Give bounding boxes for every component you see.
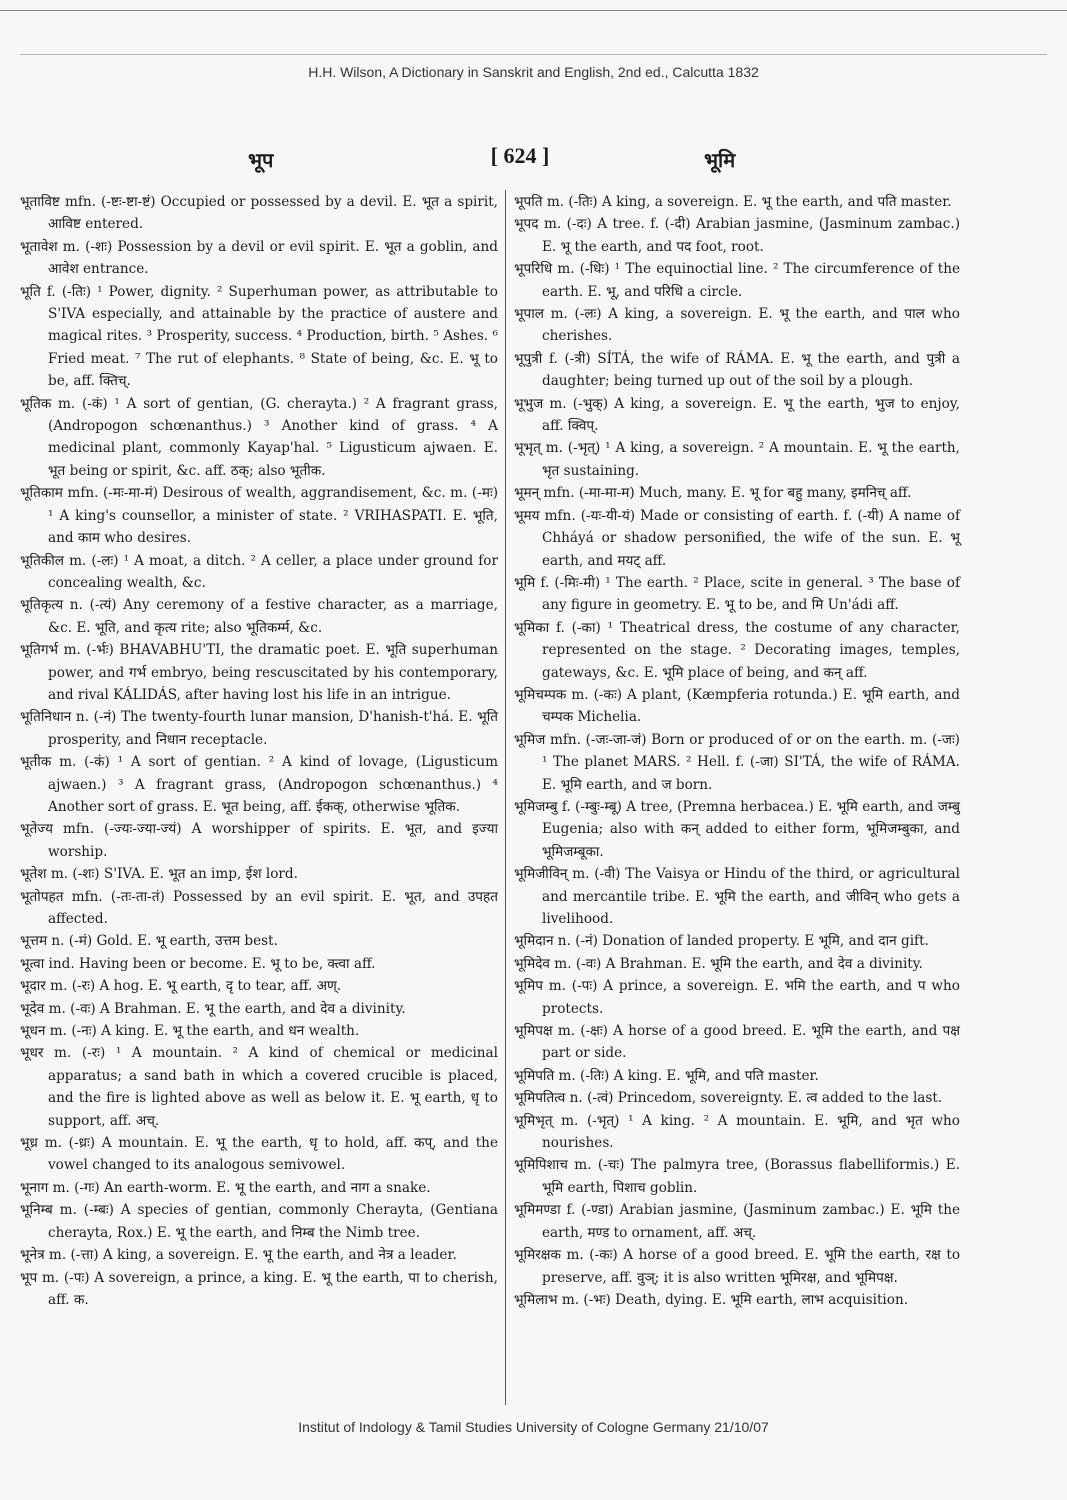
dictionary-entry: भूमिभृत् m. (-भृत्) ¹ A king. ² A mountain. E. भूमि, and भृत who nourishes.: [514, 1112, 960, 1152]
scan-edge-line: [0, 10, 1067, 11]
dictionary-entry: भूमय mfn. (-यः-यी-यं) Made or consisting of earth. f. (-यी) A name of Chháyá or shadow personified, the wife of the sun. E. भू earth, and मयट् aff.: [514, 507, 960, 569]
dictionary-entry: भूमिजीविन् m. (-वी) The Vaisya or Hindu of the third, or agricultural and mercantile tribe. E. भूमि the earth, and जीविन् who gets a livelihood.: [514, 866, 960, 927]
dictionary-entry: भूमिपतित्व n. (-त्वं) Princedom, sovereignty. E. त्व added to the last.: [514, 1090, 943, 1107]
dictionary-entry: भूतेश m. (-शः) S'IVA. E. भूत an imp, ईश lord.: [20, 866, 298, 883]
dictionary-entry: भूतिकृत्य n. (-त्यं) Any ceremony of a festive character, as a marriage, &c. E. भूति, and कृत्य rite; also भूतिकर्म्म, &c.: [20, 597, 498, 636]
header-credit: H.H. Wilson, A Dictionary in Sanskrit and English, 2nd ed., Calcutta 1832: [308, 64, 759, 80]
running-head-right: भूमि: [704, 148, 736, 172]
dictionary-entry: भूनिम्ब m. (-म्बः) A species of gentian, commonly Cherayta, (Gentiana cherayta, Rox.) E. भू the earth, and निम्ब the Nimb tree.: [20, 1202, 498, 1241]
dictionary-entry: भूत्तम n. (-मं) Gold. E. भू earth, उत्तम best.: [20, 933, 278, 950]
dictionary-entry: भूपुत्री f. (-त्री) SÍTÁ, the wife of RÁMA. E. भू the earth, and पुत्री a daughter; being turned up out of the soil by a plough.: [514, 350, 960, 390]
dictionary-entry: भूमिदान n. (-नं) Donation of landed property. E भूमि, and दान gift.: [514, 933, 929, 950]
dictionary-entry: भूमिपति m. (-तिः) A king. E. भूमि, and पति master.: [514, 1067, 819, 1084]
dictionary-entry: भूताविष्ट mfn. (-ष्टः-ष्टा-ष्टं) Occupied or possessed by a devil. E. भूत a spirit, आविष्ट entered.: [20, 194, 498, 233]
dictionary-entry: भूमिलाभ m. (-भः) Death, dying. E. भूमि earth, लाभ acquisition.: [514, 1291, 909, 1308]
dictionary-entry: भूति f. (-तिः) ¹ Power, dignity. ² Superhuman power, as attributable to S'IVA especially, and attainable by the practice of austere and magical rites. ³ Prosperity, success. ⁴ Production, birth. ⁵ Ashes. ⁶ Fried meat. ⁷ The rut of elephants. ⁸ State of being, &c. E. भू to be, aff. क्तिच्.: [20, 283, 498, 390]
dictionary-entry: भूदार m. (-रः) A hog. E. भू earth, दृ to tear, aff. अण्.: [20, 978, 342, 995]
dictionary-entry: भूतावेश m. (-शः) Possession by a devil or evil spirit. E. भूत a goblin, and आवेश entrance.: [20, 238, 498, 278]
dictionary-entry: भूमिका f. (-का) ¹ Theatrical dress, the costume of any character, represented on the stage. ² Decorating images, temples, gateways, &c. E. भूमि place of being, and कन् aff.: [514, 619, 960, 681]
dictionary-entry: भूत्वा ind. Having been or become. E. भू to be, क्त्वा aff.: [20, 955, 376, 972]
dictionary-entry: भूभृत् m. (-भृत्) ¹ A king, a sovereign. ² A mountain. E. भू the earth, भृत sustaining.: [514, 440, 960, 479]
dictionary-entry: भूभुज m. (-भुक्) A king, a sovereign. E. भू the earth, भुज to enjoy, aff. क्विप्.: [514, 395, 960, 435]
dictionary-entry: भूमिपक्ष m. (-क्षः) A horse of a good breed. E. भूमि the earth, and पक्ष part or side.: [514, 1023, 960, 1062]
dictionary-entry: भूतिगर्भ m. (-र्भः) BHAVABHU'TI, the dramatic poet. E. भूति superhuman power, and गर्भ embryo, being rescuscitated by his contemporary, and rival KÁLIDÁS, after having lost his life in an intrigue.: [20, 642, 498, 703]
dictionary-entry: भूमन् mfn. (-मा-मा-म) Much, many. E. भू for बहु many, इमनिच् aff.: [514, 485, 912, 502]
column-divider: [505, 190, 506, 1405]
right-column: [514, 191, 960, 1311]
scan-rule: [20, 54, 1047, 55]
dictionary-entry: भूतीक m. (-कं) ¹ A sort of gentian. ² A kind of lovage, (Ligusticum ajwaen.) ³ A fragrant grass, (Andropogon schœnanthus.) ⁴ Another sort of grass. E. भूत being, aff. ईकक्, otherwise भूतिक.: [20, 754, 498, 815]
left-column: [20, 191, 498, 1311]
dictionary-entry: भूतिक m. (-कं) ¹ A sort of gentian, (G. cherayta.) ² A fragrant grass, (Andropogon schœnanthus.) ³ Another kind of grass. ⁴ A medicinal plant, commonly Kayap'hal. ⁵ Ligusticum ajwaen. E. भूत being or spirit, &c. aff. ठक्; also भूतीक.: [20, 395, 498, 479]
dictionary-entry: भूमिमण्डा f. (-ण्डा) Arabian jasmine, (Jasminum zambac.) E. भूमि the earth, मण्ड to ornament, aff. अच्.: [514, 1202, 960, 1241]
dictionary-entry: भूतिकील m. (-लः) ¹ A moat, a ditch. ² A celler, a place under ground for concealing wealth, &c.: [20, 552, 498, 591]
running-head-left: भूप: [248, 148, 274, 172]
dictionary-entry: भूमिरक्षक m. (-कः) A horse of a good breed. E. भूमि the earth, रक्ष to preserve, aff. वुञ्; it is also written भूमिरक्ष, and भूमिपक्ष.: [514, 1247, 960, 1286]
dictionary-entry: भूमिचम्पक m. (-कः) A plant, (Kæmpferia rotunda.) E. भूमि earth, and चम्पक Michelia.: [514, 686, 960, 726]
dictionary-entry: भूतिनिधान n. (-नं) The twenty-fourth lunar mansion, D'hanish-t'há. E. भूति prosperity, and निधान receptacle.: [20, 709, 498, 748]
dictionary-entry: भूपति m. (-तिः) A king, a sovereign. E. भू the earth, and पति master.: [514, 194, 952, 210]
dictionary-entry: भूनाग m. (-गः) An earth-worm. E. भू the earth, and नाग a snake.: [20, 1179, 431, 1196]
dictionary-entry: भूतोपहत mfn. (-तः-ता-तं) Possessed by an evil spirit. E. भूत, and उपहत affected.: [20, 888, 498, 927]
dictionary-entry: भूधन m. (-नः) A king. E. भू the earth, and धन wealth.: [20, 1023, 360, 1040]
dictionary-entry: भूपरिधि m. (-धिः) ¹ The equinoctial line. ² The circumference of the earth. E. भू, and परिधि a circle.: [514, 261, 960, 300]
dictionary-entry: भूमिजम्बु f. (-म्बुः-म्बू) A tree, (Premna herbacea.) E. भूमि earth, and जम्बु Eugenia; also with कन् added to either form, भूमिजम्बुका, and भूमिजम्बूका.: [514, 798, 960, 860]
dictionary-entry: भूतेज्य mfn. (-ज्यः-ज्या-ज्यं) A worshipper of spirits. E. भूत, and इज्या worship.: [20, 821, 498, 860]
dictionary-entry: भूधर m. (-रः) ¹ A mountain. ² A kind of chemical or medicinal apparatus; a sand bath in which a covered crucible is placed, and the fire is lighted above as well as below it. E. भू earth, धृ to support, aff. अच्.: [20, 1045, 498, 1129]
dictionary-entry: भूपद m. (-दः) A tree. f. (-दी) Arabian jasmine, (Jasminum zambac.) E. भू the earth, and पद foot, root.: [514, 216, 960, 255]
dictionary-entry: भूनेत्र m. (-त्ता) A king, a sovereign. E. भू the earth, and नेत्र a leader.: [20, 1247, 457, 1264]
dictionary-entry: भूमिप m. (-पः) A prince, a sovereign. E. भमि the earth, and प who protects.: [514, 978, 960, 1017]
dictionary-entry: भूतिकाम mfn. (-मः-मा-मं) Desirous of wealth, aggrandisement, &c. m. (-मः) ¹ A king's counsellor, a minister of state. ² VRIHASPATI. E. भूति, and काम who desires.: [20, 485, 498, 547]
dictionary-entry: भूपाल m. (-लः) A king, a sovereign. E. भू the earth, and पाल who cherishes.: [514, 306, 960, 345]
page-number: [ 624 ]: [490, 143, 550, 168]
dictionary-entry: भूप m. (-पः) A sovereign, a prince, a king. E. भू the earth, पा to cherish, aff. क.: [20, 1269, 498, 1308]
dictionary-entry: भूमिदेव m. (-वः) A Brahman. E. भूमि the earth, and देव a divinity.: [514, 955, 923, 972]
footer-credit: Institut of Indology & Tamil Studies University of Cologne Germany 21/10/07: [298, 1419, 769, 1435]
dictionary-entry: भूदेव m. (-वः) A Brahman. E. भू the earth, and देव a divinity.: [20, 1000, 406, 1017]
dictionary-entry: भूमिपिशाच m. (-चः) The palmyra tree, (Borassus flabelliformis.) E. भूमि earth, पिशाच goblin.: [514, 1157, 960, 1196]
dictionary-entry: भूमि f. (-मिः-मी) ¹ The earth. ² Place, scite in general. ³ The base of any figure in geometry. E. भू to be, and मि Un'ádi aff.: [514, 574, 960, 614]
dictionary-entry: भूध्र m. (-ध्रः) A mountain. E. भू the earth, धृ to hold, aff. कप्, and the vowel changed to its analogous semivowel.: [20, 1135, 498, 1174]
dictionary-entry: भूमिज mfn. (-जः-जा-जं) Born or produced of or on the earth. m. (-जः) ¹ The planet MARS. ² Hell. f. (-जा) SI'TÁ, the wife of RÁMA. E. भूमि earth, and ज born.: [514, 731, 960, 793]
